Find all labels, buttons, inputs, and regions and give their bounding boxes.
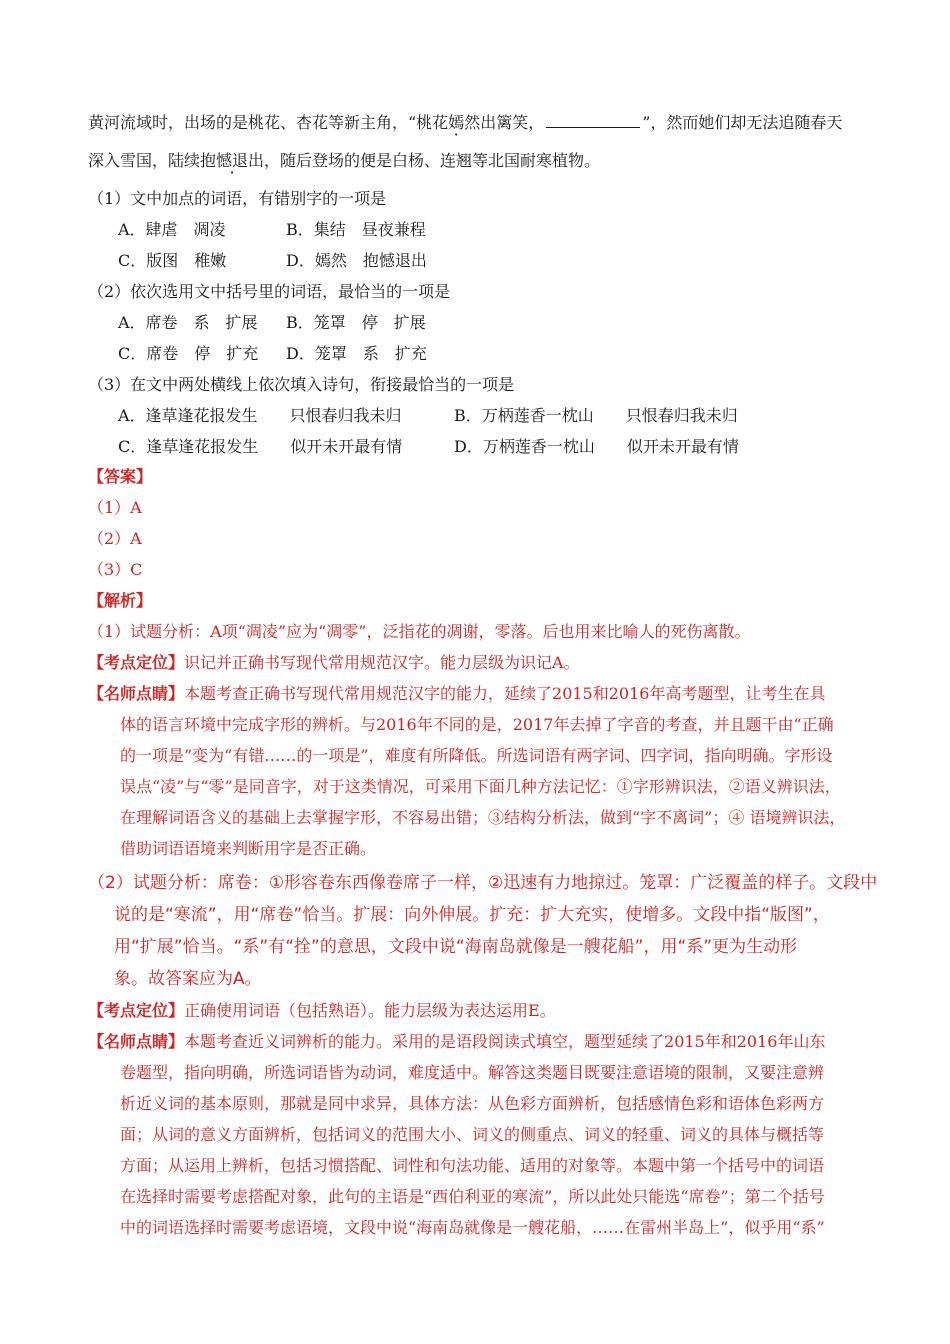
dotted-word: 嫣 — [448, 113, 465, 132]
key-point-text: 正确使用词语（包括熟语）。能力层级为表达运用E。 — [184, 1001, 556, 1020]
question-3-option-d: D．万柄莲香一枕山 似开未开最有情 — [454, 437, 739, 456]
key-point-label: 【考点定位】 — [88, 653, 185, 672]
teacher-note-1-line-2: 体的语言环境中完成字形的辨析。与2016年不同的是，2017年去掉了字音的考查，并且题干由“正确 — [120, 715, 834, 734]
passage-text: 然出篱笑， — [464, 113, 545, 132]
teacher-note-1-line-5: 在理解词语含义的基础上去掌握字形，不容易出错；③结构分析法，做到“字不离词”；④ 语境辨识法， — [120, 808, 846, 827]
passage-line-1 — [88, 112, 842, 134]
answer-2: （2）A — [88, 529, 142, 548]
passage-line-2 — [88, 150, 600, 172]
question-2-option-b: B．笼罩 停 扩展 — [286, 313, 426, 332]
key-point-2 — [88, 1000, 556, 1022]
key-point-text: 识记并正确书写现代常用规范汉字。能力层级为识记A。 — [184, 653, 580, 672]
teacher-note-label: 【名师点睛】 — [88, 1032, 185, 1051]
key-point-label: 【考点定位】 — [88, 1001, 185, 1020]
teacher-note-text: 本题考查近义词辨析的能力。采用的是语段阅读式填空，题型延续了2015年和2016年山东 — [184, 1032, 826, 1051]
passage-text: ”，然而她们却无法追随春天 — [642, 113, 843, 132]
teacher-note-1-line-6: 借助词语语境来判断用字是否正确。 — [120, 839, 377, 858]
fill-blank-line — [546, 113, 640, 128]
key-point-1 — [88, 652, 580, 674]
analysis-heading: 【解析】 — [88, 591, 153, 610]
passage-text: 深入雪国，陆续 — [88, 151, 201, 170]
teacher-note-2-line-3: 析近义词的基本原则，那就是同中求异，具体方法：从色彩方面辨析，包括感情色彩和语体色彩两方 — [120, 1094, 825, 1113]
dotted-word: 抱憾退出 — [200, 151, 265, 170]
teacher-note-2-line-7: 中的词语选择时需要考虑语境，文段中说“海南岛就像是一艘花船，……在雷州半岛上”，似乎用“系” — [120, 1218, 825, 1237]
answer-3: （3）C — [88, 560, 143, 579]
analysis-2-line-2: 说的是“寒流”，用“席卷”恰当。扩展：向外伸展。扩充：扩大充实，使增多。文段中指“版图”， — [114, 905, 830, 925]
teacher-note-1-line-3: 的一项是”变为“有错……的一项是”，难度有所降低。所选词语有两字词、四字词，指向明确。字形设 — [120, 746, 833, 765]
teacher-note-2-line-6: 在选择时需要考虑搭配对象，此句的主语是“西伯利亚的寒流”，所以此处只能选“席卷”；第二个括号 — [120, 1187, 825, 1206]
passage-text: ，随后登场的便是白杨、连翘等北国耐寒植物。 — [264, 151, 601, 170]
teacher-note-text: 本题考查正确书写现代常用规范汉字的能力，延续了2015和2016年高考题型，让考生在具 — [184, 684, 826, 703]
analysis-2-line-4: 象。故答案应为A。 — [114, 969, 262, 989]
passage-text: 黄河流域时，出场的是桃花、杏花等新主角，“桃花 — [88, 113, 449, 132]
question-1-stem: （1）文中加点的词语，有错别字的一项是 — [88, 189, 387, 208]
teacher-note-label: 【名师点睛】 — [88, 684, 185, 703]
question-2-option-c: C．席卷 停 扩充 — [118, 344, 259, 363]
question-2-stem: （2）依次选用文中括号里的词语，最恰当的一项是 — [88, 282, 451, 301]
question-3-stem: （3）在文中两处横线上依次填入诗句，衔接最恰当的一项是 — [88, 375, 515, 394]
teacher-note-1-line-1 — [88, 683, 825, 705]
teacher-note-1-line-4: 误点“凌”与“零”是同音字，对于这类情况，可采用下面几种方法记忆：①字形辨识法，②语义辨识法， — [120, 777, 841, 796]
question-3-option-a: A．逢草逢花报发生 只恨春归我未归 — [118, 406, 402, 425]
teacher-note-2-line-1 — [88, 1031, 825, 1053]
question-1-option-c: C．版图 稚嫩 — [118, 251, 227, 270]
analysis-2-line-1: （2）试题分析：席卷：①形容卷东西像卷席子一样，②迅速有力地掠过。笼罩：广泛覆盖的样子。文段中 — [88, 873, 878, 893]
question-1-option-d: D．嫣然 抱憾退出 — [286, 251, 427, 270]
question-1-option-a: A．肆虐 凋凌 — [118, 220, 226, 239]
answer-heading: 【答案】 — [88, 467, 153, 486]
question-3-option-c: C．逢草逢花报发生 似开未开最有情 — [118, 437, 403, 456]
analysis-2-line-3: 用“扩展”恰当。“系”有“拴”的意思，文段中说“海南岛就像是一艘花船”，用“系”更为生动形 — [114, 937, 798, 957]
teacher-note-2-line-2: 卷题型，指向明确，所选词语皆为动词，难度适中。解答这类题目既要注意语境的限制，又要注意辨 — [120, 1063, 825, 1082]
teacher-note-2-line-4: 面；从词的意义方面辨析，包括词义的范围大小、词义的侧重点、词义的轻重、词义的具体与概括等 — [120, 1125, 825, 1144]
answer-1: （1）A — [88, 498, 142, 517]
question-2-option-d: D．笼罩 系 扩充 — [286, 344, 427, 363]
question-2-option-a: A．席卷 系 扩展 — [118, 313, 258, 332]
question-3-option-b: B．万柄莲香一枕山 只恨春归我未归 — [454, 406, 738, 425]
question-1-option-b: B．集结 昼夜兼程 — [286, 220, 426, 239]
teacher-note-2-line-5: 方面；从运用上辨析，包括习惯搭配、词性和句法功能、适用的对象等。本题中第一个括号中的词语 — [120, 1156, 825, 1175]
analysis-1-text: （1）试题分析：A项“凋凌”应为“凋零”，泛指花的凋谢，零落。后也用来比喻人的死伤离散。 — [88, 622, 751, 641]
